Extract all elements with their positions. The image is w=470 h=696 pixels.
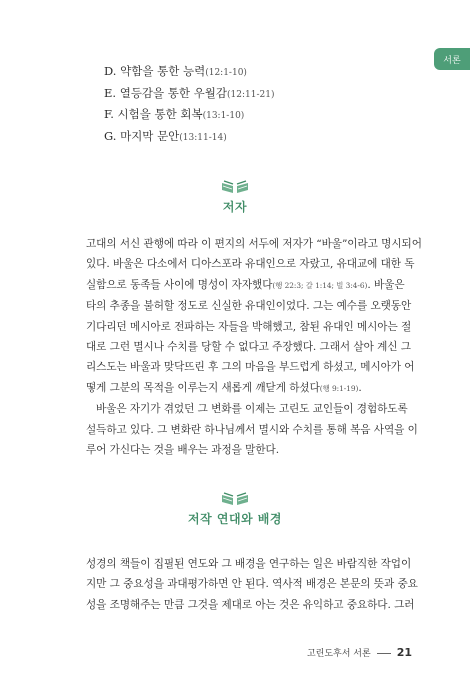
verse-ref: (행 9:1-19)	[319, 383, 359, 393]
page-footer	[0, 646, 412, 659]
book-icon	[220, 492, 250, 506]
author-paragraph: 고대의 서신 관행에 따라 이 편지의 서두에 저자가 “바울”이라고 명시되어 있다. 바울은 다소에서 디아스포라 유대인으로 자랐고, 유대교에 대한 독 실함으로 동족들 사이에 명성이 자자했다(행 22:3; 갈 1:14; 빌 3:4-6). 바울은 타의 추종을 불허할 정도로 신실한 유대인이었다. 그는 예수를 오랫동안 기다리던 메시아로 전파하는 자들을 박해했고, 참된 유대인 메시아는 절 대로 그런 멸시나 수치를 당할 수 없다고 주장했다. 그래서 살아 계신 그 리스도는 바울과 맞닥뜨린 후 그의 마음을 부드럽게 하셨고, 메시아가 어 떻게 그분의 목적을 이루는지 새롭게 깨닫게 하셨다(행 9:1-19). 바울은 자기가 겪었던 그 변화를 이제는 고린도 교인들이 경험하도록 설득하고 있다. 그 변화란 하나님께서 멸시와 수치를 통해 복음 사역을 이 루어 가신다는 것을 배우는 과정을 말한다.	[86, 238, 422, 457]
book-icon	[220, 180, 250, 194]
section-title: 저자	[222, 200, 248, 214]
section-tab: 서론	[434, 48, 470, 70]
outline-item: G. 마지막 문안(13:11-14)	[104, 128, 227, 143]
verse-ref: (13:11-14)	[179, 132, 227, 143]
footer-divider	[377, 653, 391, 654]
verse-ref: (행 22:3; 갈 1:14; 빌 3:4-6)	[272, 280, 368, 290]
page-number: 21	[396, 646, 412, 659]
section-title: 저작 연대와 배경	[187, 512, 282, 526]
outline-item: D. 약함을 통한 능력(12:1-10)	[104, 64, 247, 78]
outline-list	[104, 62, 274, 148]
date-paragraph: 성경의 책들이 집필된 연도와 그 배경을 연구하는 일은 바람직한 작업이 지만 그 중요성을 과대평가하면 안 된다. 역사적 배경은 본문의 뜻과 중요 성을 조명해주는 만큼 그것을 제대로 아는 것은 유익하고 중요하다. 그러	[86, 558, 418, 611]
outline-item: F. 시험을 통한 회복(13:1-10)	[104, 107, 245, 122]
verse-ref: (12:1-10)	[205, 68, 247, 78]
verse-ref: (13:1-10)	[202, 111, 245, 122]
running-title: 고린도후서 서론	[306, 649, 371, 659]
section-heading-date	[0, 492, 470, 527]
section-heading-author	[0, 180, 470, 215]
outline-item: E. 열등감을 통한 우월감(12:11-21)	[104, 85, 275, 100]
verse-ref: (12:11-21)	[227, 89, 275, 100]
